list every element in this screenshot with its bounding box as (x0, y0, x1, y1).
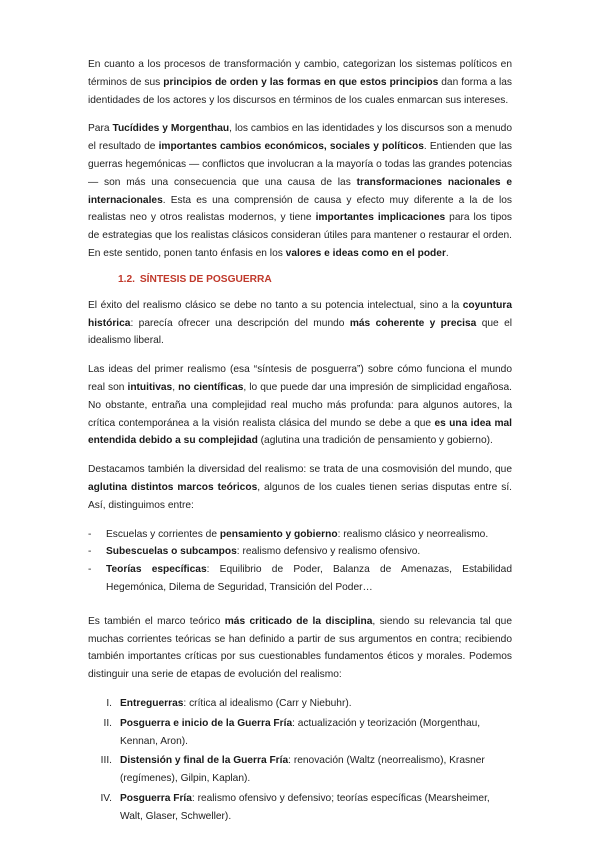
bold-span: Posguerra Fría (120, 792, 192, 804)
text-span: , siendo su relevancia tal que muchas corrientes teóricas se han definido a partir de sus argumentos en contra; recibiendo también importantes críticas por sus cuestionables fundamentos éticos y morales. Podemos distinguir una serie de etapas de evolución del realismo: (88, 615, 512, 681)
paragraph-ideas (88, 361, 512, 450)
bold-span: Distensión y final de la Guerra Fría (120, 755, 289, 767)
dash-list (88, 526, 512, 597)
text-span: : realismo clásico y neorrealismo. (337, 528, 489, 540)
bold-span: importantes cambios económicos, sociales y políticos (158, 141, 424, 153)
text-span: : renovación (Waltz (neorrealismo), Krasner (regímenes), Gilpin, Kaplan). (120, 755, 485, 785)
section-title: SÍNTESIS DE POSGUERRA (139, 273, 272, 285)
text-span: Las ideas del primer realismo (esa “síntesis de posguerra”) sobre cómo funciona el mundo real son (88, 364, 512, 393)
text-span: que el idealismo liberal. (88, 317, 512, 347)
bold-span: principios de orden y las formas en que estos principios (163, 76, 439, 88)
bold-span: intuitivas (127, 381, 173, 393)
dash-bullet: - (88, 528, 92, 540)
text-span: Para (88, 123, 113, 135)
text-span: : actualización y teorización (Morgenthau, Kennan, Aron). (120, 717, 481, 747)
text-span: El éxito del realismo clásico se debe no tanto a su potencia intelectual, sino a la (88, 299, 463, 311)
list-item (88, 526, 512, 544)
bold-span: pensamiento y gobierno (219, 528, 338, 540)
text-span: : parecía ofrecer una descripción del mundo (130, 317, 350, 329)
bold-span: Subescuelas o subcampos (106, 546, 237, 558)
text-span: (aglutina una tradición de pensamiento y gobierno). (257, 435, 493, 447)
text-span: , los cambios en las identidades y los discursos son a menudo el resultado de (88, 123, 512, 153)
list-item (88, 561, 512, 597)
roman-list (88, 695, 512, 826)
text-span: : realismo ofensivo y defensivo; teorías específicas (Mearsheimer, Walt, Glaser, Schweller). (120, 792, 490, 822)
dash-bullet: - (88, 546, 92, 558)
roman-numeral: III. (100, 755, 112, 767)
paragraph-transformation (88, 56, 512, 109)
bold-span: aglutina distintos marcos teóricos (88, 481, 258, 493)
text-span: : realismo defensivo y realismo ofensivo. (236, 546, 421, 558)
text-span: , lo que puede dar una impresión de simplicidad engañosa. No obstante, entraña una complejidad real mucho más profunda: para algunos autores, la crítica contemporánea a la visión realista clásica del mundo se debe a que (88, 381, 512, 429)
list-item (88, 543, 512, 561)
bold-span: Teorías específicas (106, 564, 207, 576)
paragraph-tucidides (88, 120, 512, 262)
text-span: dan forma a las identidades de los actores y los discursos en términos de los cuales enmarcan sus intereses. (88, 76, 512, 106)
roman-numeral: II. (103, 717, 112, 729)
bold-span: coyuntura histórica (88, 299, 512, 329)
section-number: 1.2. (118, 273, 135, 285)
list-item (88, 752, 512, 788)
section-heading (118, 274, 512, 285)
paragraph-diversidad (88, 461, 512, 514)
text-span: Destacamos también la diversidad del realismo: se trata de una cosmovisión del mundo, que (88, 464, 512, 476)
text-span: : Equilibrio de Poder, Balanza de Amenazas, Estabilidad Hegemónica, Dilema de Seguridad, Transición del Poder… (106, 564, 513, 593)
bold-span: Tucídides y Morgenthau (112, 123, 230, 135)
bold-span: importantes implicaciones (315, 212, 446, 224)
list-item (88, 790, 512, 826)
bold-span: Posguerra e inicio de la Guerra Fría (120, 717, 293, 729)
list-item (88, 715, 512, 751)
text-span: , (172, 381, 179, 393)
text-span: , algunos de los cuales tienen serias disputas entre sí. Así, distinguimos entre: (88, 481, 512, 511)
text-span: . (445, 247, 449, 259)
roman-numeral: I. (106, 697, 112, 709)
bold-span: es una idea mal entendida debido a su complejidad (88, 417, 512, 447)
bold-span: más coherente y precisa (349, 317, 477, 329)
text-span: para los tipos de estrategias que los realistas clásicos consideran útiles para mantener o restaurar el orden. En este sentido, ponen tanto énfasis en los (88, 212, 512, 259)
text-span: . Entienden que las guerras hegemónicas — conflictos que involucran a la mayoría o todas las grandes potencias— son más una consecuencia que una causa de las (88, 141, 512, 188)
text-span: : crítica al idealismo (Carr y Niebuhr). (183, 697, 352, 709)
paragraph-criticas (88, 613, 512, 684)
bold-span: más criticado de la disciplina (224, 615, 373, 627)
bold-span: transformaciones nacionales e internacionales (88, 176, 512, 206)
text-span: Escuelas y corrientes de (106, 528, 220, 540)
roman-numeral: IV. (100, 792, 112, 804)
bold-span: no científicas (178, 381, 244, 393)
bold-span: valores e ideas como en el poder (285, 247, 446, 259)
text-span: . Esta es una comprensión de causa y efecto muy diferente a la de los realistas neo y otros realistas modernos, y tiene (88, 194, 512, 224)
text-span: Es también el marco teórico (88, 615, 225, 627)
dash-bullet: - (88, 564, 92, 576)
bold-span: Entreguerras (120, 697, 184, 709)
paragraph-exito (88, 297, 512, 350)
list-item (88, 695, 512, 713)
text-span: En cuanto a los procesos de transformación y cambio, categorizan los sistemas políticos en términos de sus (88, 59, 512, 88)
